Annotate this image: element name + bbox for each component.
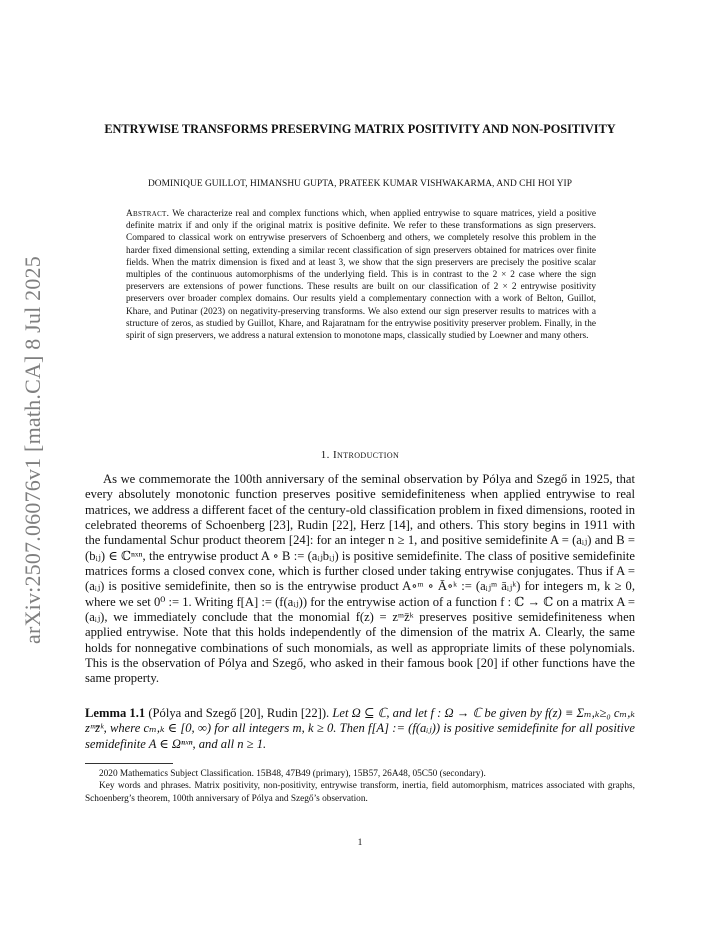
lemma-label: Lemma 1.1 bbox=[85, 706, 146, 720]
introduction-body bbox=[85, 472, 635, 687]
abstract-label: Abstract. bbox=[126, 209, 170, 219]
footnote-divider bbox=[85, 763, 173, 764]
footnotes bbox=[85, 768, 635, 805]
footnote-msc: 2020 Mathematics Subject Classification. 15B48, 47B49 (primary), 15B57, 26A48, 05C50 (secondary). bbox=[99, 769, 486, 779]
arxiv-identifier-text: arXiv:2507.06076v1 [math.CA] 8 Jul 2025 bbox=[20, 256, 46, 644]
section-title: Introduction bbox=[332, 449, 400, 461]
intro-paragraph: As we commemorate the 100th anniversary of the seminal observation by Pólya and Szegő in 1925, that every absolutely monotonic function preserves positive semidefiniteness when applied entrywise to real matrices, we address a different facet of the century-old classification problem in fixed dimensions, rooted in celebrated theorems of Schoenberg [23], Rudin [22], Herz [14], and others. This story begins in 1911 with the fundamental Schur product theorem [24]: for an integer n ≥ 1, and positive semidefinite A = (aᵢⱼ) and B = (bᵢⱼ) ∈ ℂⁿˣⁿ, the entrywise product A ∘ B := (aᵢⱼbᵢⱼ) is positive semidefinite. The class of positive semidefinite matrices forms a closed convex cone, which is further closed under taking entrywise conjugates. Thus if A = (aᵢⱼ) is positive semidefinite, then so is the entrywise product A∘ᵐ ∘ Ā∘ᵏ := (aᵢⱼᵐ āᵢⱼᵏ) for integers m, k ≥ 0, where we set 0⁰ := 1. Writing f[A] := (f(aᵢⱼ)) for the entrywise action of a function f : ℂ → ℂ on a matrix A = (aᵢⱼ), we immediately conclude that the monomial f(z) = zᵐz̄ᵏ preserves positive semidefiniteness when applied entrywise. Note that this holds independently of the dimension of the matrix A. Clearly, the same holds for nonnegative combinations of such monomials, as well as appropriate limits of these polynomials. This is the observation of Pólya and Szegő, who asked in their famous book [20] if other functions have the same property. bbox=[85, 472, 635, 686]
abstract-text: We characterize real and complex functions which, when applied entrywise to square matrices, yield a positive definite matrix if and only if the original matrix is positive definite. We refer to these transformations as sign preservers. Compared to classical work on entrywise preservers of Schoenberg and others, we completely resolve this problem in the harder fixed dimensional setting, extending a similar recent classification of sign preservers obtained for matrices over finite fields. When the matrix dimension is fixed and at least 3, we show that the sign preservers are precisely the positive scalar multiples of the continuous automorphisms of the underlying field. This is in contrast to the 2 × 2 case where the sign preservers are extensions of power functions. These results are built on our classification of 2 × 2 entrywise positivity preservers over broader complex domains. Our results yield a complementary connection with a work of Belton, Guillot, Khare, and Putinar (2023) on negativity-preserving transforms. We also extend our sign preserver results to matrices with a structure of zeros, as studied by Guillot, Khare, and Rajaratnam for the entrywise positivity preserver problem. Finally, in the spirit of sign preservers, we address a natural extension to monotone maps, classically studied by Loewner and many others. bbox=[126, 209, 596, 342]
section-heading bbox=[0, 449, 720, 461]
footnote-keywords: Key words and phrases. Matrix positivity, non-positivity, entrywise transform, inertia, field automorphism, matrices associated with graphs, Schoenberg’s theorem, 100th anniversary of Pólya and Szegő’s observation. bbox=[85, 781, 635, 804]
section-number: 1. bbox=[320, 449, 330, 461]
lemma-attribution: (Pólya and Szegő [20], Rudin [22]). bbox=[148, 706, 330, 720]
author-list: DOMINIQUE GUILLOT, HIMANSHU GUPTA, PRATEEK KUMAR VISHWAKARMA, AND CHI HOI YIP bbox=[147, 179, 572, 189]
lemma-1-1 bbox=[85, 706, 635, 752]
page-number: 1 bbox=[357, 838, 363, 848]
paper-title: ENTRYWISE TRANSFORMS PRESERVING MATRIX POSITIVITY AND NON-POSITIVITY bbox=[104, 122, 616, 136]
lemma-statement: Let Ω ⊆ ℂ, and let f : Ω → ℂ be given by f(z) ≡ Σₘ,ₖ≥₀ cₘ,ₖ zᵐz̄ᵏ, where cₘ,ₖ ∈ [0, ∞) for all integers m, k ≥ 0. Then f[A] := (f(aᵢⱼ)) is positive semidefinite for all positive semidefinite A ∈ Ωⁿˣⁿ, and all n ≥ 1. bbox=[85, 706, 635, 751]
abstract bbox=[126, 208, 596, 342]
